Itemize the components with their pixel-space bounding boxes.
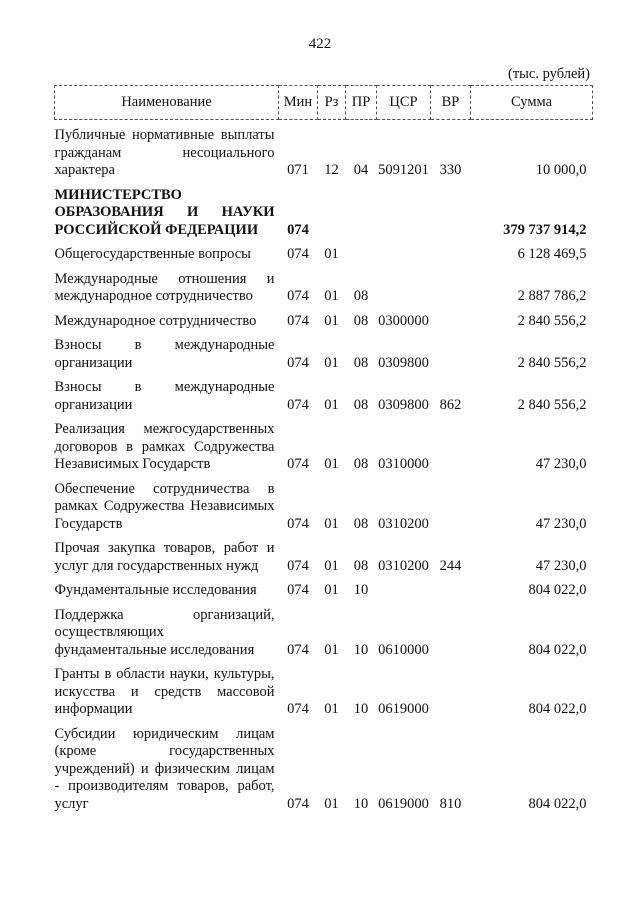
table-row bbox=[55, 575, 593, 600]
cell-vr bbox=[431, 239, 471, 264]
cell-csr: 0310000 bbox=[378, 456, 429, 472]
cell-min: 074 bbox=[287, 641, 309, 658]
cell-rz: 01 bbox=[324, 701, 339, 717]
cell-min: 074 bbox=[287, 312, 309, 329]
table-row bbox=[55, 533, 593, 575]
cell-vr bbox=[431, 600, 471, 660]
cell-rz: 01 bbox=[324, 312, 339, 329]
cell-pr: 10 bbox=[353, 582, 369, 598]
cell-sum: 804 022,0 bbox=[528, 795, 587, 812]
header-sum: Сумма bbox=[471, 86, 593, 120]
cell-vr bbox=[431, 659, 471, 719]
cell-rz: 01 bbox=[324, 354, 339, 371]
cell-csr: 0300000 bbox=[378, 312, 429, 329]
cell-pr: 08 bbox=[353, 354, 369, 371]
cell-sum: 47 230,0 bbox=[535, 557, 587, 574]
table-row bbox=[55, 330, 593, 372]
cell-rz: 01 bbox=[324, 396, 339, 413]
cell-name: Прочая закупка товаров, работ и услуг для государственных нужд bbox=[54, 540, 275, 574]
cell-min: 074 bbox=[287, 354, 309, 371]
cell-name: Субсидии юридическим лицам (кроме государственных учреждений) и физическим лицам - производителям товаров, работ, услуг bbox=[54, 725, 275, 812]
cell-csr: 0309800 bbox=[378, 354, 429, 371]
cell-csr bbox=[377, 239, 431, 264]
table-row bbox=[55, 239, 593, 264]
cell-sum: 2 887 786,2 bbox=[517, 288, 587, 304]
cell-rz: 01 bbox=[324, 641, 339, 658]
cell-min: 071 bbox=[287, 162, 309, 178]
cell-csr: 0310200 bbox=[378, 515, 429, 532]
cell-min: 074 bbox=[287, 515, 309, 532]
header-min: Мин bbox=[279, 86, 318, 120]
header-vr: ВР bbox=[431, 86, 471, 120]
unit-label: (тыс. рублей) bbox=[508, 66, 590, 82]
cell-min: 074 bbox=[287, 557, 309, 574]
cell-name: Поддержка организаций, осуществляющих фундаментальные исследования bbox=[54, 606, 275, 658]
header-name: Наименование bbox=[55, 86, 279, 120]
cell-name: Международные отношения и международное сотрудничество bbox=[54, 270, 275, 304]
cell-name: Реализация межгосударственных договоров в рамках Содружества Независимых Государств bbox=[54, 421, 275, 472]
cell-name: Обеспечение сотрудничества в рамках Содружества Независимых Государств bbox=[54, 480, 275, 532]
cell-sum: 2 840 556,2 bbox=[517, 354, 587, 371]
table-row bbox=[55, 474, 593, 534]
cell-vr: 862 bbox=[439, 396, 462, 413]
cell-rz: 01 bbox=[324, 288, 339, 304]
cell-min: 074 bbox=[287, 396, 309, 413]
cell-rz: 01 bbox=[324, 795, 339, 812]
cell-vr bbox=[431, 180, 471, 240]
cell-csr: 0310200 bbox=[378, 557, 429, 574]
cell-name: Гранты в области науки, культуры, искусства и средств массовой информации bbox=[54, 666, 275, 717]
cell-name: Фундаментальные исследования bbox=[54, 582, 257, 598]
cell-min: 074 bbox=[287, 246, 309, 262]
table-row bbox=[55, 659, 593, 719]
header-pr: ПР bbox=[346, 86, 377, 120]
cell-pr: 08 bbox=[353, 557, 369, 574]
cell-rz: 12 bbox=[324, 162, 339, 178]
cell-sum: 2 840 556,2 bbox=[517, 396, 587, 413]
table-row bbox=[55, 600, 593, 660]
cell-sum: 804 022,0 bbox=[528, 582, 587, 598]
cell-pr: 04 bbox=[353, 162, 369, 178]
cell-csr: 5091201 bbox=[378, 162, 429, 178]
cell-csr: 0309800 bbox=[378, 396, 429, 413]
cell-vr bbox=[431, 414, 471, 474]
cell-min: 074 bbox=[287, 456, 309, 472]
cell-pr: 10 bbox=[353, 641, 369, 658]
cell-rz: 01 bbox=[324, 515, 339, 532]
cell-sum: 2 840 556,2 bbox=[517, 312, 587, 329]
cell-pr: 08 bbox=[353, 312, 369, 329]
cell-rz bbox=[318, 180, 346, 240]
cell-pr: 10 bbox=[353, 795, 369, 812]
cell-pr: 08 bbox=[353, 515, 369, 532]
cell-name: Международное сотрудничество bbox=[54, 312, 257, 329]
cell-name: Взносы в международные организации bbox=[54, 337, 275, 371]
table-row bbox=[55, 372, 593, 414]
cell-name: МИНИСТЕРСТВО ОБРАЗОВАНИЯ И НАУКИ РОССИЙСКОЙ ФЕДЕРАЦИИ bbox=[54, 186, 275, 238]
cell-sum: 804 022,0 bbox=[528, 641, 587, 658]
cell-pr bbox=[346, 180, 377, 240]
cell-rz: 01 bbox=[324, 456, 339, 472]
cell-min: 074 bbox=[287, 701, 309, 717]
cell-pr: 10 bbox=[353, 701, 369, 717]
cell-rz: 01 bbox=[324, 582, 339, 598]
table-row bbox=[55, 414, 593, 474]
table-header bbox=[55, 86, 593, 120]
cell-sum: 379 737 914,2 bbox=[503, 221, 587, 238]
cell-pr: 08 bbox=[353, 396, 369, 413]
cell-sum: 804 022,0 bbox=[528, 701, 587, 717]
table-row bbox=[55, 120, 593, 180]
cell-pr bbox=[346, 239, 377, 264]
table-row bbox=[55, 719, 593, 814]
cell-rz: 01 bbox=[324, 246, 339, 262]
cell-min: 074 bbox=[287, 582, 309, 598]
page-number: 422 bbox=[308, 36, 332, 52]
cell-pr: 08 bbox=[353, 456, 369, 472]
cell-vr: 810 bbox=[439, 795, 462, 812]
header-rz: Рз bbox=[318, 86, 346, 120]
cell-sum: 6 128 469,5 bbox=[517, 246, 587, 262]
cell-min: 074 bbox=[287, 795, 309, 812]
cell-pr: 08 bbox=[353, 288, 369, 304]
cell-csr bbox=[377, 180, 431, 240]
table-row bbox=[55, 180, 593, 240]
cell-csr: 0619000 bbox=[378, 795, 429, 812]
cell-sum: 47 230,0 bbox=[535, 456, 587, 472]
cell-csr bbox=[377, 264, 431, 306]
header-csr: ЦСР bbox=[377, 86, 431, 120]
cell-name: Публичные нормативные выплаты гражданам несоциального характера bbox=[54, 127, 275, 178]
cell-csr: 0619000 bbox=[378, 701, 429, 717]
table-row bbox=[55, 264, 593, 306]
cell-min: 074 bbox=[287, 221, 309, 238]
cell-sum: 10 000,0 bbox=[535, 162, 587, 178]
cell-name: Взносы в международные организации bbox=[54, 379, 275, 413]
cell-vr bbox=[431, 474, 471, 534]
cell-name: Общегосударственные вопросы bbox=[54, 246, 251, 262]
cell-rz: 01 bbox=[324, 557, 339, 574]
cell-vr: 244 bbox=[439, 557, 462, 574]
cell-vr bbox=[431, 264, 471, 306]
cell-vr: 330 bbox=[439, 162, 462, 178]
cell-vr bbox=[431, 330, 471, 372]
cell-csr: 0610000 bbox=[378, 641, 429, 658]
cell-csr bbox=[377, 575, 431, 600]
cell-vr bbox=[431, 306, 471, 331]
cell-min: 074 bbox=[287, 288, 309, 304]
cell-sum: 47 230,0 bbox=[535, 515, 587, 532]
budget-table bbox=[54, 85, 593, 813]
table-row bbox=[55, 306, 593, 331]
cell-vr bbox=[431, 575, 471, 600]
